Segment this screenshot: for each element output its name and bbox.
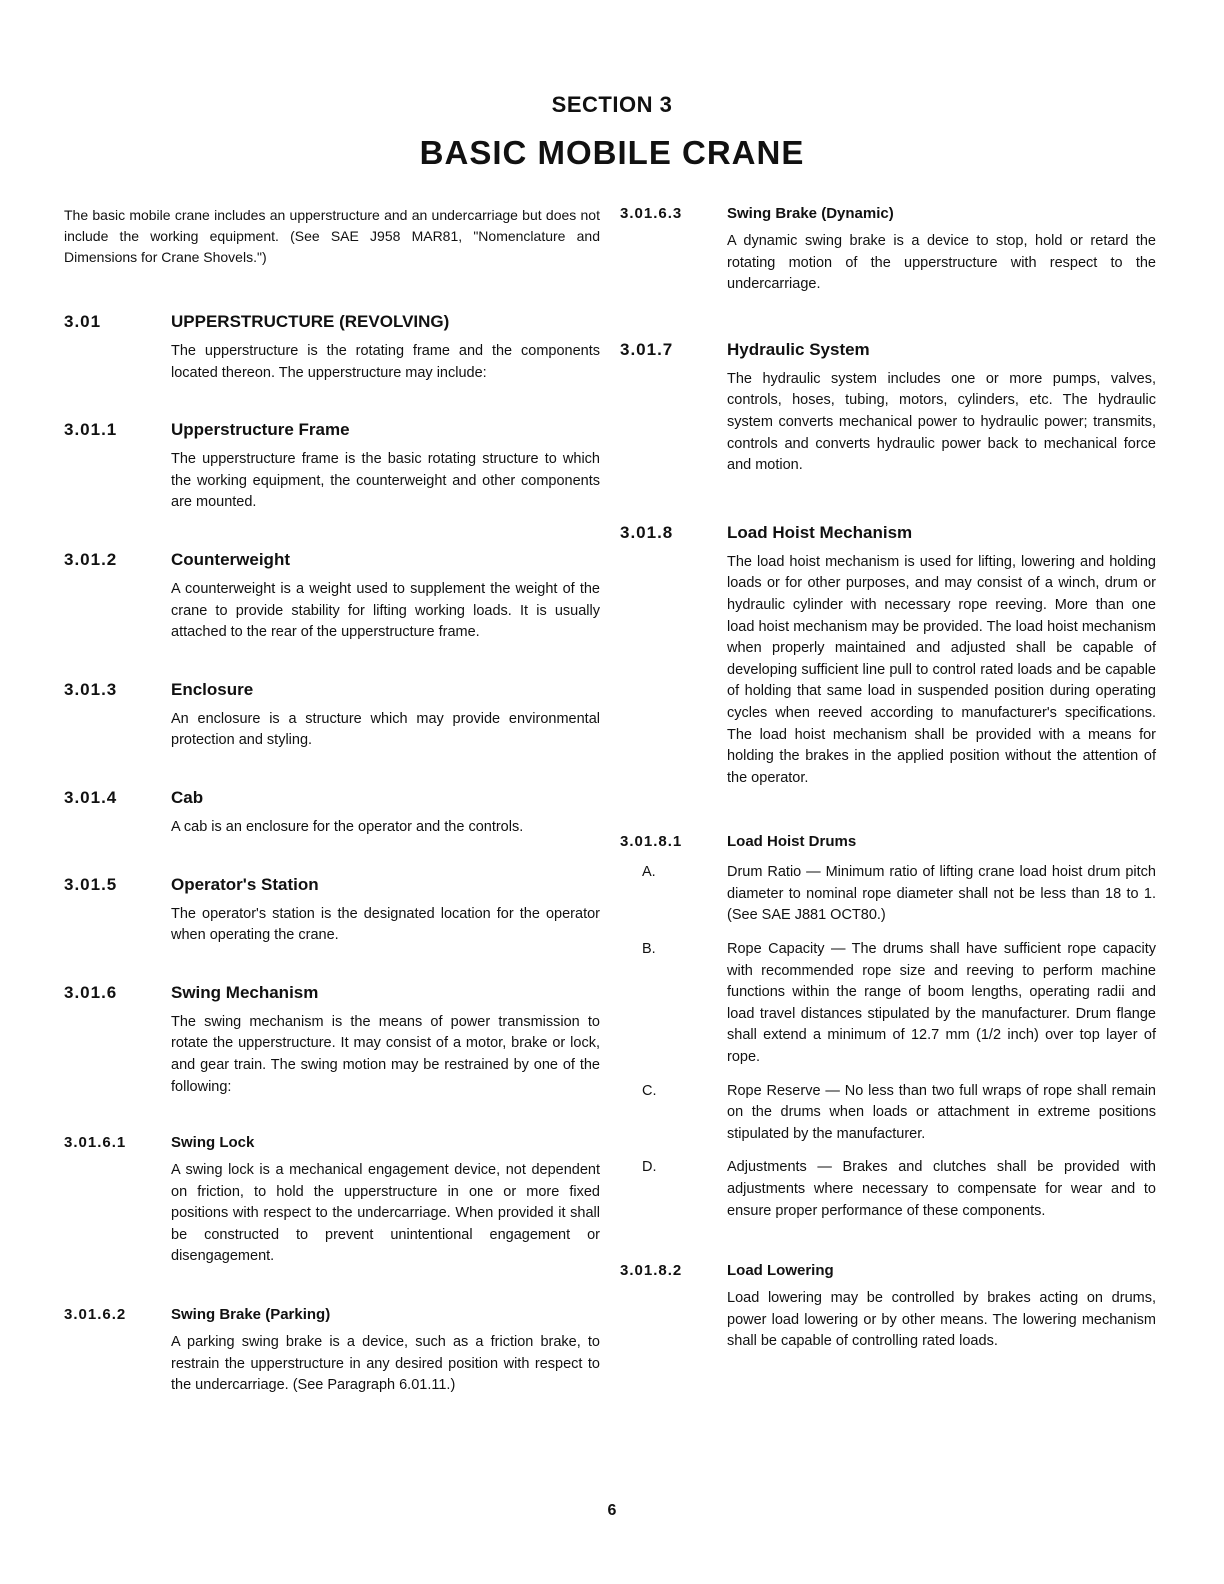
section-number: 3.01.7 xyxy=(620,339,674,359)
section-3-01-6-2 xyxy=(64,1306,600,1397)
section-number: 3.01.5 xyxy=(64,874,118,894)
section-3-01 xyxy=(64,312,600,384)
list-item xyxy=(620,1157,1156,1222)
section-title: Enclosure xyxy=(171,679,254,699)
section-number: 3.01.4 xyxy=(64,787,118,807)
section-3-01-1 xyxy=(64,420,600,514)
page-title: BASIC MOBILE CRANE xyxy=(419,134,805,171)
section-3-01-4 xyxy=(64,788,600,839)
section-body: A parking swing brake is a device, such as a friction brake, to restrain the upperstructure in any desired position with respect to the undercarriage. (See Paragraph 6.01.11.) xyxy=(171,1334,600,1394)
section-number: 3.01.6.2 xyxy=(64,1306,127,1324)
section-title: Swing Brake (Parking) xyxy=(171,1306,331,1324)
section-title: Hydraulic System xyxy=(727,339,870,359)
list-item-text: Adjustments — Brakes and clutches shall be provided with adjustments where necessary to compensate for wear and to ensure proper performance of these components. xyxy=(727,1159,1156,1219)
right-column xyxy=(620,205,1156,1353)
section-title: Load Lowering xyxy=(727,1262,834,1280)
list-item-letter: B. xyxy=(642,941,656,958)
section-number: 3.01.2 xyxy=(64,549,118,569)
section-number: 3.01.8 xyxy=(620,522,674,542)
section-3-01-6-1 xyxy=(64,1134,600,1268)
section-title: Upperstructure Frame xyxy=(171,420,350,440)
section-label: SECTION 3 xyxy=(551,92,673,117)
section-body: The upperstructure is the rotating frame and the components located thereon. The upperstructure may include: xyxy=(171,343,600,381)
section-number: 3.01.3 xyxy=(64,679,118,699)
section-3-01-2 xyxy=(64,550,600,644)
section-title: Swing Lock xyxy=(171,1134,255,1152)
section-3-01-3 xyxy=(64,680,600,752)
section-number: 3.01 xyxy=(64,312,102,331)
section-body: The load hoist mechanism is used for lifting, lowering and holding loads or for other purposes, and may consist of a winch, drum or hydraulic cylinder with necessary rope reeving. More than one load hoist mechanism may be provided. The load hoist mechanism when properly maintained and adjusted shall be capable of developing sufficient line pull to control rated loads and be capable of holding that same load in suspended position during operating cycles when reeved according to manufacturer's specifications. The load hoist mechanism shall be provided with a means for holding the brakes in the applied position without the attention of the operator. xyxy=(727,553,1156,786)
section-title: Counterweight xyxy=(171,549,290,569)
section-body: The hydraulic system includes one or more pumps, valves, controls, hoses, tubing, motors, cylinders, etc. The hydraulic system converts mechanical power to hydraulic power; transmits, controls and converts hydraulic power back to mechanical force and motion. xyxy=(727,370,1156,474)
list-item-letter: D. xyxy=(642,1159,657,1176)
section-title: Operator's Station xyxy=(171,874,319,894)
list-item-letter: C. xyxy=(642,1082,657,1099)
section-body: The operator's station is the designated location for the operator when operating the crane. xyxy=(171,905,600,944)
section-title: Load Hoist Mechanism xyxy=(727,522,913,542)
section-3-01-5 xyxy=(64,875,600,947)
list-item-letter: A. xyxy=(642,864,656,881)
section-3-01-6 xyxy=(64,983,600,1098)
list-item xyxy=(620,939,1156,1069)
section-number: 3.01.8.2 xyxy=(620,1262,683,1280)
section-title: Cab xyxy=(171,787,204,807)
section-number: 3.01.1 xyxy=(64,420,118,440)
page-number: 6 xyxy=(607,1502,617,1519)
section-3-01-8-2 xyxy=(620,1262,1156,1353)
section-title: UPPERSTRUCTURE (REVOLVING) xyxy=(171,312,450,331)
section-body: A counterweight is a weight used to supplement the weight of the crane to provide stability for lifting working loads. It is usually attached to the rear of the upperstructure frame. xyxy=(171,580,600,641)
section-3-01-8 xyxy=(620,523,1156,790)
section-number: 3.01.8.1 xyxy=(620,833,683,851)
section-number: 3.01.6 xyxy=(64,982,118,1002)
section-title: Swing Mechanism xyxy=(171,982,319,1002)
list-item-text: Rope Reserve — No less than two full wraps of rope shall remain on the drums when loads or attachment in extreme positions stipulated by the manufacturer. xyxy=(727,1082,1156,1142)
section-body: Load lowering may be controlled by brakes acting on drums, power load lowering or by other means. The lowering mechanism shall be capable of controlling rated loads. xyxy=(727,1290,1156,1350)
list-item xyxy=(620,1081,1156,1146)
section-3-01-7 xyxy=(620,340,1156,477)
section-3-01-6-3 xyxy=(620,205,1156,296)
section-body: A dynamic swing brake is a device to stop, hold or retard the rotating motion of the upperstructure with respect to the undercarriage. xyxy=(727,233,1156,293)
section-number: 3.01.6.3 xyxy=(620,205,683,222)
section-body: The swing mechanism is the means of power transmission to rotate the upperstructure. It may consist of a motor, brake or lock, and gear train. The swing motion may be restrained by one of the following: xyxy=(171,1013,600,1095)
section-body: A swing lock is a mechanical engagement device, not dependent on friction, to hold the upperstructure in one or more fixed positions with respect to the undercarriage. When provided it shall be constructed to prevent unintentional engagement or disengagement. xyxy=(171,1162,600,1265)
section-title: Swing Brake (Dynamic) xyxy=(727,205,894,222)
intro-paragraph: The basic mobile crane includes an upperstructure and an undercarriage but does not include the working equipment. (See SAE J958 MAR81, "Nomenclature and Dimensions for Crane Shovels.") xyxy=(64,207,600,265)
list-item xyxy=(620,862,1156,927)
section-body: A cab is an enclosure for the operator and the controls. xyxy=(171,818,524,835)
list-item-text: Rope Capacity — The drums shall have sufficient rope capacity with recommended rope size and reeving to perform machine functions within the range of boom lengths, operating radii and load travel distances stipulated by the manufacturer. Drum flange shall extend a minimum of 12.7 mm (1/2 inch) over top layer of rope. xyxy=(727,941,1156,1066)
list-item-text: Drum Ratio — Minimum ratio of lifting crane load hoist drum pitch diameter to nominal rope diameter shall not be less than 18 to 1. (See SAE J881 OCT80.) xyxy=(727,864,1156,924)
section-body: The upperstructure frame is the basic rotating structure to which the working equipment, the counterweight and other components are mounted. xyxy=(171,451,600,511)
section-number: 3.01.6.1 xyxy=(64,1134,127,1152)
left-column xyxy=(64,205,600,1397)
section-3-01-8-1 xyxy=(620,833,1156,1222)
section-title: Load Hoist Drums xyxy=(727,833,857,851)
section-body: An enclosure is a structure which may provide environmental protection and styling. xyxy=(171,710,600,749)
